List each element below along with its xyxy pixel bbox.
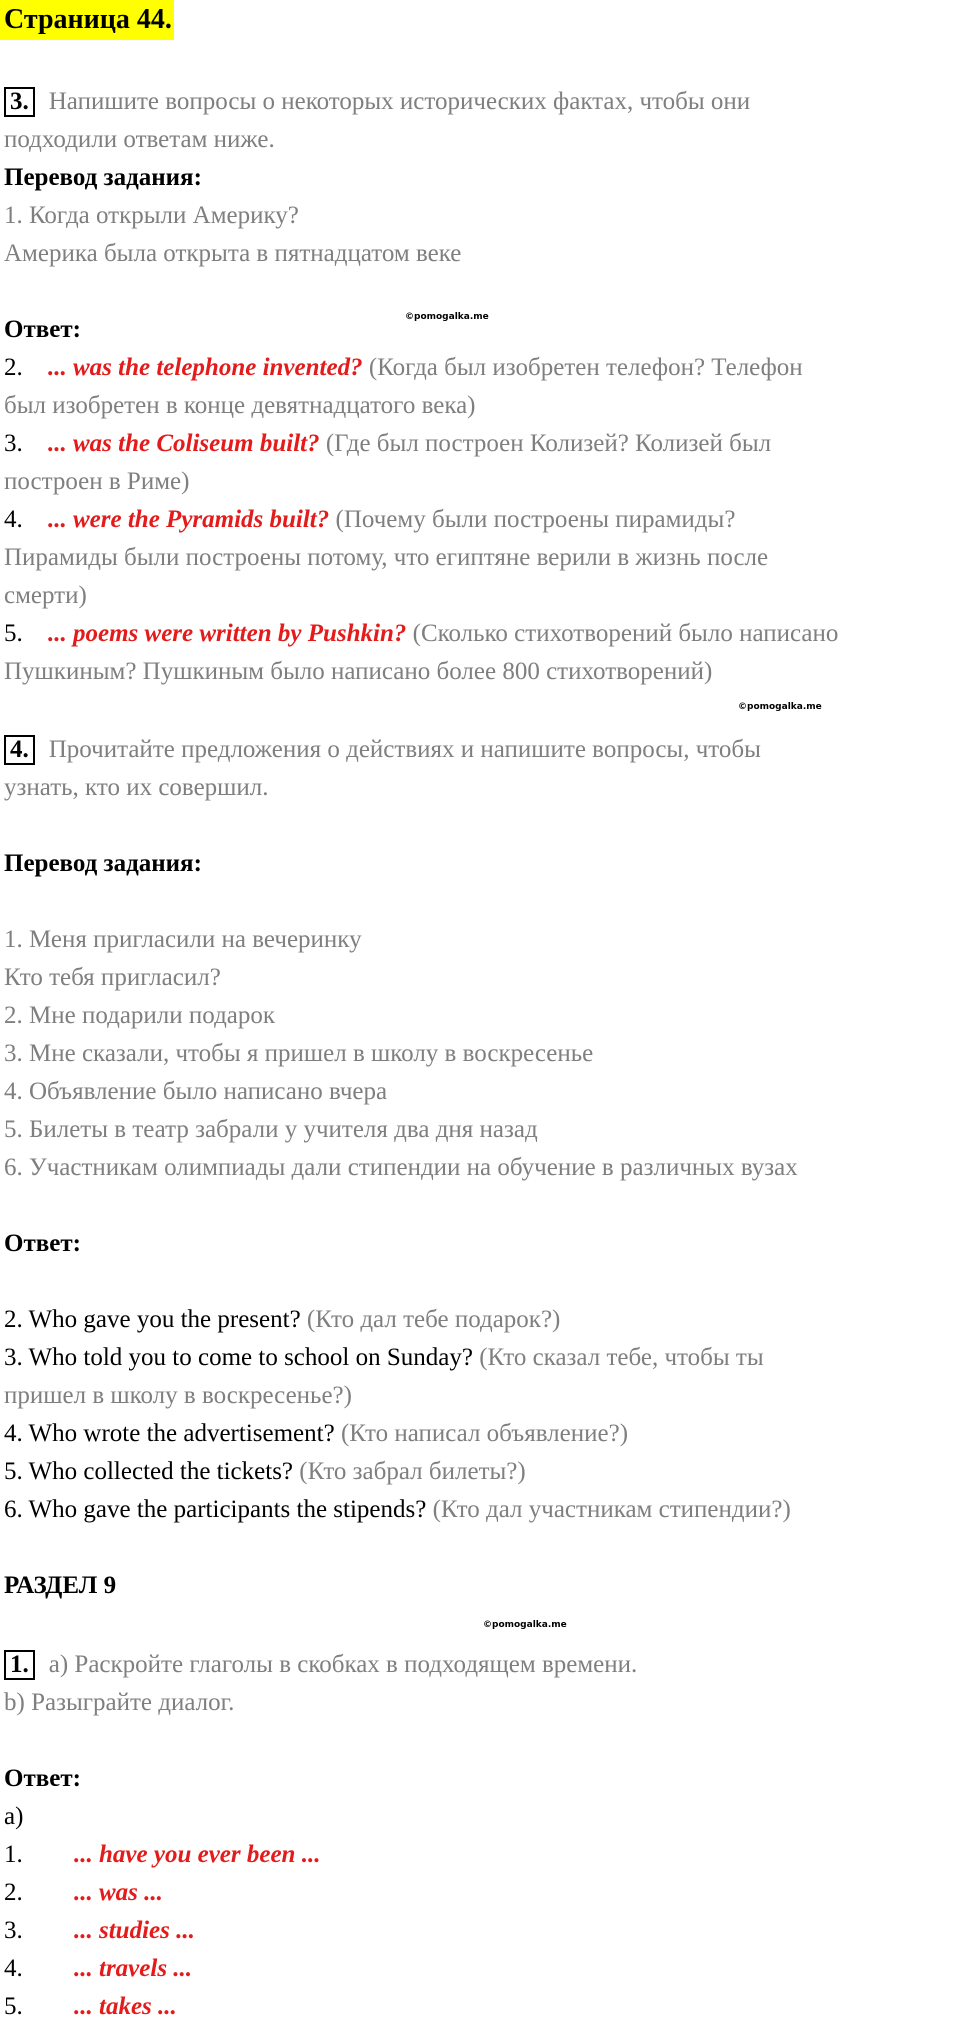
answer-line: 3. Who told you to come to school on Sunday? (Кто сказал тебе, чтобы ты	[4, 1344, 764, 1371]
translation-label: Перевод задания:	[4, 164, 202, 191]
answer-label: Ответ:	[4, 316, 81, 343]
answer-line: 2. ... was the telephone invented? (Когда был изобретен телефон? Телефон	[4, 354, 803, 381]
exercise-number-badge: 1.	[4, 1650, 35, 1680]
answer-line: 1. ... have you ever been ...	[4, 1841, 321, 1868]
translation-line: Америка была открыта в пятнадцатом веке	[4, 240, 462, 267]
answer-line: 5. Who collected the tickets? (Кто забрал билеты?)	[4, 1458, 526, 1485]
list-item: 2. Мне подарили подарок	[4, 1002, 276, 1029]
answer-line: 6. Who gave the participants the stipends? (Кто дал участникам стипендии?)	[4, 1496, 791, 1523]
exercise-4-task: 4. Прочитайте предложения о действиях и напишите вопросы, чтобы	[4, 731, 761, 769]
answer-line: 3. ... was the Coliseum built? (Где был построен Колизей? Колизей был	[4, 430, 772, 457]
watermark: ©pomogalka.me	[738, 702, 822, 712]
answer-line: 2. Who gave you the present? (Кто дал тебе подарок?)	[4, 1306, 561, 1333]
answer-line: 5. ... poems were written by Pushkin? (Сколько стихотворений было написано	[4, 620, 839, 647]
list-item: Кто тебя пригласил?	[4, 964, 221, 991]
answer-line: смерти)	[4, 582, 87, 609]
answer-line: 5. ... takes ...	[4, 1993, 177, 2020]
translation-line: 1. Когда открыли Америку?	[4, 202, 299, 229]
exercise-1-task: 1. a) Раскройте глаголы в скобках в подходящем времени.	[4, 1646, 637, 1684]
answer-label: Ответ:	[4, 1765, 81, 1792]
list-item: 1. Меня пригласили на вечеринку	[4, 926, 362, 953]
translation-label: Перевод задания:	[4, 850, 202, 877]
exercise-3-task-cont: подходили ответам ниже.	[4, 126, 275, 153]
exercise-4-task-cont: узнать, кто их совершил.	[4, 774, 269, 801]
exercise-1-task-cont: b) Разыграйте диалог.	[4, 1689, 235, 1716]
answer-label: Ответ:	[4, 1230, 81, 1257]
answer-line: 4. ... were the Pyramids built? (Почему были построены пирамиды?	[4, 506, 736, 533]
list-item: 4. Объявление было написано вчера	[4, 1078, 388, 1105]
list-item: 5. Билеты в театр забрали у учителя два дня назад	[4, 1116, 538, 1143]
exercise-3-task: 3. Напишите вопросы о некоторых исторических фактах, чтобы они	[4, 83, 750, 121]
answer-line: 4. Who wrote the advertisement? (Кто написал объявление?)	[4, 1420, 629, 1447]
answer-line: Пушкиным? Пушкиным было написано более 800 стихотворений)	[4, 658, 713, 685]
answer-line: 4. ... travels ...	[4, 1955, 193, 1982]
answer-line: построен в Риме)	[4, 468, 190, 495]
list-item: 3. Мне сказали, чтобы я пришел в школу в воскресенье	[4, 1040, 594, 1067]
answer-line: 3. ... studies ...	[4, 1917, 195, 1944]
answer-line: 2. ... was ...	[4, 1879, 163, 1906]
watermark: ©pomogalka.me	[405, 312, 489, 322]
answer-line: был изобретен в конце девятнадцатого века)	[4, 392, 476, 419]
exercise-number-badge: 3.	[4, 87, 35, 117]
exercise-number-badge: 4.	[4, 735, 35, 765]
watermark: ©pomogalka.me	[483, 1620, 567, 1630]
sub-label: a)	[4, 1803, 24, 1830]
section-heading: РАЗДЕЛ 9	[4, 1572, 117, 1599]
answer-line: Пирамиды были построены потому, что египтяне верили в жизнь после	[4, 544, 769, 571]
answer-line: пришел в школу в воскресенье?)	[4, 1382, 352, 1409]
list-item: 6. Участникам олимпиады дали стипендии на обучение в различных вузах	[4, 1154, 798, 1181]
page-title: Страница 44.	[0, 0, 174, 40]
